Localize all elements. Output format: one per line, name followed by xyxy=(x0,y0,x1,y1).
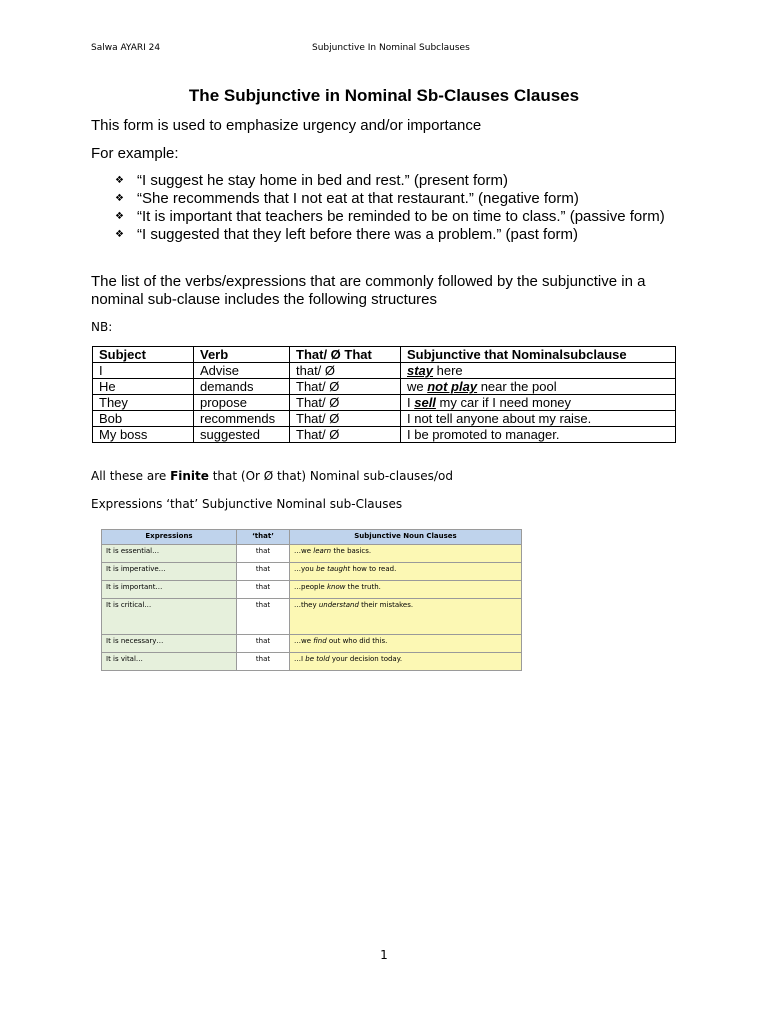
verb-table xyxy=(92,346,676,443)
clause-text: my car if I need money xyxy=(435,395,572,410)
clause-cell xyxy=(401,363,676,379)
diamond-bullet-icon: ❖ xyxy=(115,175,124,186)
header-doc-title: Subjunctive In Nominal Subclauses xyxy=(312,43,470,53)
subjunctive-verb: be taught xyxy=(316,565,351,573)
clause-text: the basics. xyxy=(331,547,372,555)
example-text: “I suggested that they left before there was a problem.” (past form) xyxy=(137,226,579,243)
expression-cell: It is critical… xyxy=(102,599,237,635)
page-number: 1 xyxy=(380,948,388,962)
clause-cell xyxy=(401,379,676,395)
table-header-row xyxy=(102,530,522,545)
diamond-bullet-icon: ❖ xyxy=(115,229,124,240)
verb-cell: propose xyxy=(194,395,290,411)
table-row xyxy=(93,411,676,427)
clause-text: your decision today. xyxy=(329,655,403,663)
that-cell: That/ Ø xyxy=(290,379,401,395)
verb-cell: demands xyxy=(194,379,290,395)
diamond-bullet-icon: ❖ xyxy=(115,211,124,222)
that-cell: That/ Ø xyxy=(290,411,401,427)
clause-text: here xyxy=(433,363,463,378)
list-item xyxy=(115,208,675,226)
table-header-row xyxy=(93,347,676,363)
examples-list xyxy=(115,172,675,244)
clause-cell xyxy=(290,635,522,653)
table-row xyxy=(102,599,522,635)
clause-text: their mistakes. xyxy=(358,601,414,609)
clause-text: near the pool xyxy=(477,379,557,394)
verb-cell: suggested xyxy=(194,427,290,443)
verb-cell: recommends xyxy=(194,411,290,427)
that-cell: that xyxy=(237,581,290,599)
note-text: that (Or Ø that) Nominal sub-clauses/od xyxy=(208,469,453,483)
for-example-label: For example: xyxy=(91,145,179,162)
example-text: “It is important that teachers be reminded to be on time to class.” (passive form) xyxy=(137,208,665,225)
expression-cell: It is important… xyxy=(102,581,237,599)
intro-text: This form is used to emphasize urgency and/or importance xyxy=(91,117,482,134)
clause-text: …I xyxy=(294,655,306,663)
clause-cell xyxy=(290,563,522,581)
clause-text: we xyxy=(407,379,428,394)
subjunctive-verb: stay xyxy=(407,363,434,378)
clause-text: …we xyxy=(294,637,314,645)
subjunctive-verb: sell xyxy=(414,395,436,410)
expression-cell: It is necessary… xyxy=(102,635,237,653)
clause-cell: I be promoted to manager. xyxy=(401,427,676,443)
note-text: All these are xyxy=(91,469,171,483)
note-bold-text: Finite xyxy=(170,469,209,483)
that-cell: that xyxy=(237,599,290,635)
that-cell: That/ Ø xyxy=(290,427,401,443)
finite-note xyxy=(91,469,453,483)
clause-text: out who did this. xyxy=(326,637,388,645)
subject-cell: My boss xyxy=(93,427,194,443)
example-text: “I suggest he stay home in bed and rest.” (present form) xyxy=(137,172,509,189)
table-row xyxy=(102,635,522,653)
subject-cell: Bob xyxy=(93,411,194,427)
that-cell: that xyxy=(237,653,290,671)
page-title: The Subjunctive in Nominal Sb-Clauses Clauses xyxy=(188,86,580,105)
expressions-table xyxy=(101,529,522,671)
clause-cell xyxy=(290,581,522,599)
list-item xyxy=(115,190,675,208)
table-row xyxy=(93,427,676,443)
header-author: Salwa AYARI 24 xyxy=(91,43,161,53)
expressions-heading: Expressions ‘that’ Subjunctive Nominal sub-Clauses xyxy=(91,497,403,511)
that-cell: that xyxy=(237,545,290,563)
nb-label: NB: xyxy=(91,320,113,334)
subject-cell: He xyxy=(93,379,194,395)
list-item xyxy=(115,226,675,244)
expression-cell: It is vital… xyxy=(102,653,237,671)
subjunctive-verb: learn xyxy=(313,547,332,555)
expression-cell: It is essential… xyxy=(102,545,237,563)
subjunctive-verb: not play xyxy=(427,379,478,394)
subjunctive-verb: understand xyxy=(318,601,359,609)
clause-text: how to read. xyxy=(350,565,397,573)
subjunctive-verb: know xyxy=(326,583,346,591)
diamond-bullet-icon: ❖ xyxy=(115,193,124,204)
clause-text: …they xyxy=(294,601,319,609)
clause-text: I xyxy=(407,395,415,410)
table-row xyxy=(102,545,522,563)
list-item xyxy=(115,172,675,190)
clause-text: the truth. xyxy=(345,583,381,591)
table-row xyxy=(93,395,676,411)
subjunctive-verb: be told xyxy=(305,655,330,663)
that-cell: that xyxy=(237,635,290,653)
table-row xyxy=(93,363,676,379)
column-header: Subject xyxy=(93,347,194,363)
clause-cell: I not tell anyone about my raise. xyxy=(401,411,676,427)
verb-cell: Advise xyxy=(194,363,290,379)
table-row xyxy=(93,379,676,395)
clause-cell xyxy=(290,653,522,671)
clause-cell xyxy=(401,395,676,411)
example-text: “She recommends that I not eat at that restaurant.” (negative form) xyxy=(137,190,579,207)
subjunctive-verb: find xyxy=(313,637,327,645)
column-header: Subjunctive that Nominalsubclause xyxy=(401,347,676,363)
clause-text: …we xyxy=(294,547,314,555)
clause-cell xyxy=(290,545,522,563)
column-header: Verb xyxy=(194,347,290,363)
list-intro-text: The list of the verbs/expressions that are commonly followed by the subjunctive in a nominal sub-clause includes the following structures xyxy=(91,273,646,308)
column-header: Expressions xyxy=(102,530,237,545)
that-cell: that/ Ø xyxy=(290,363,401,379)
that-cell: That/ Ø xyxy=(290,395,401,411)
table-row xyxy=(102,563,522,581)
clause-text: …people xyxy=(294,583,327,591)
clause-text: …you xyxy=(294,565,317,573)
column-header: ‘that’ xyxy=(237,530,290,545)
table-row xyxy=(102,581,522,599)
subject-cell: They xyxy=(93,395,194,411)
subject-cell: I xyxy=(93,363,194,379)
clause-cell xyxy=(290,599,522,635)
column-header: Subjunctive Noun Clauses xyxy=(290,530,522,545)
that-cell: that xyxy=(237,563,290,581)
table-row xyxy=(102,653,522,671)
column-header: That/ Ø That xyxy=(290,347,401,363)
expression-cell: It is imperative… xyxy=(102,563,237,581)
